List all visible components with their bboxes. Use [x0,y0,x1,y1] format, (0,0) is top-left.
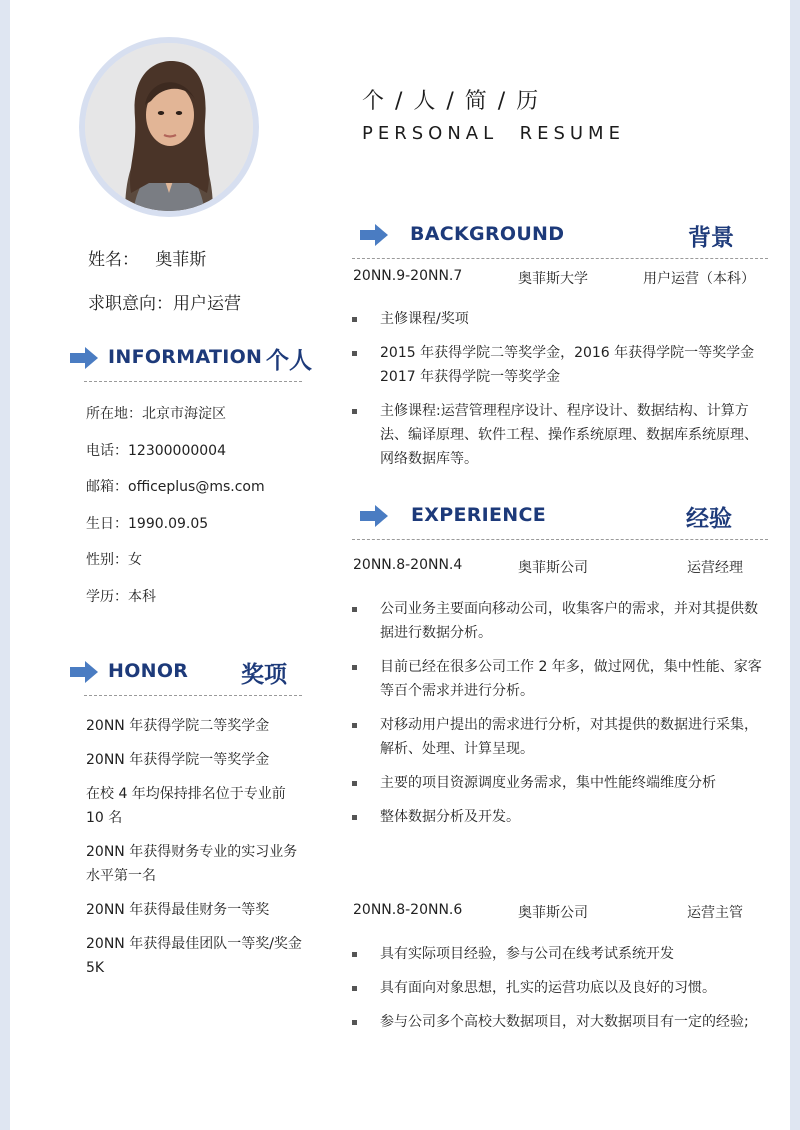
honor-list [86,714,306,990]
experience-company: 奥菲斯公司 [518,560,588,576]
list-item: 2015 年获得学院二等奖学金，2016 年获得学院一等奖学金 2017 年获得学院一等奖学金 [352,341,762,389]
resume-title-en: PERSONAL RESUME [362,123,625,144]
honor-item: 20NN 年获得最佳财务一等奖 [86,902,270,918]
experience-entry-row [353,902,773,922]
info-email: 邮箱：officeplus@ms.com [86,479,265,495]
education-entry-row [353,268,773,288]
section-background-heading [360,219,770,253]
experience-role: 运营经理 [687,560,743,576]
info-gender: 性别：女 [86,552,142,568]
honor-item: 20NN 年获得学院二等奖学金 [86,718,270,734]
experience-role: 运营主管 [687,905,743,921]
list-item: 主修课程/奖项 [352,307,762,331]
personal-info-list [86,405,316,624]
section-background-cn: 背景 [688,225,734,251]
section-experience-en: EXPERIENCE [411,504,547,526]
section-information-cn: 个人 [266,348,312,374]
experience-entry-row [353,557,773,577]
experience-bullets [352,597,762,839]
list-item: 对移动用户提出的需求进行分析，对其提供的数据进行采集，解析、处理、计算呈现。 [352,713,762,761]
list-item: 主要的项目资源调度业务需求，集中性能终端维度分析 [352,771,762,795]
experience-bullets [352,942,762,1044]
name-line: 姓名： 奥菲斯 [88,250,207,270]
honor-item: 20NN 年获得学院一等奖学金 [86,752,270,768]
page-edge-right [790,0,800,1130]
education-major: 用户运营（本科） [643,271,755,287]
info-education: 学历：本科 [86,588,156,605]
section-honor-cn: 奖项 [241,662,287,688]
section-experience-heading [360,500,770,534]
section-information-en: INFORMATION [108,346,263,368]
info-location: 所在地：北京市海淀区 [86,406,226,422]
arrow-right-icon [360,505,388,527]
resume-title-cn: 个 / 人 / 简 / 历 [362,89,541,114]
education-bullets [352,307,762,481]
section-divider [84,695,302,696]
experience-period: 20NN.8-20NN.4 [353,557,463,573]
page-edge-left [0,0,10,1130]
arrow-right-icon [360,224,388,246]
list-item: 目前已经在很多公司工作 2 年多，做过网优，集中性能、家客等百个需求并进行分析。 [352,655,762,703]
section-experience-cn: 经验 [686,506,732,532]
section-background-en: BACKGROUND [410,223,565,245]
experience-company: 奥菲斯公司 [518,905,588,921]
portrait-illustration [85,43,253,211]
section-divider [84,381,302,382]
section-honor-heading [70,656,310,690]
experience-period: 20NN.8-20NN.6 [353,902,463,918]
honor-item: 在校 4 年均保持排名位于专业前 10 名 [86,786,286,826]
info-birthday: 生日：1990.09.05 [86,515,209,532]
education-school: 奥菲斯大学 [518,271,588,287]
list-item: 公司业务主要面向移动公司，收集客户的需求，并对其提供数据进行数据分析。 [352,597,762,645]
job-intention-line: 求职意向：用户运营 [88,294,241,314]
profile-photo-image [85,43,253,211]
honor-item: 20NN 年获得最佳团队一等奖/奖金 5K [86,936,302,976]
arrow-right-icon [70,661,98,683]
list-item: 主修课程:运营管理程序设计、程序设计、数据结构、计算方法、编译原理、软件工程、操作系统原理、数据库系统原理、网络数据库等。 [352,399,762,471]
list-item: 具有面向对象思想，扎实的运营功底以及良好的习惯。 [352,976,762,1000]
profile-photo [79,37,259,217]
section-divider [352,258,768,259]
honor-item: 20NN 年获得财务专业的实习业务水平第一名 [86,844,298,884]
section-information-heading [70,342,310,376]
list-item: 参与公司多个高校大数据项目，对大数据项目有一定的经验; [352,1010,762,1034]
arrow-right-icon [70,347,98,369]
info-phone: 电话：12300000004 [86,442,226,459]
section-divider [352,539,768,540]
section-honor-en: HONOR [108,660,189,682]
list-item: 具有实际项目经验，参与公司在线考试系统开发 [352,942,762,966]
list-item: 整体数据分析及开发。 [352,805,762,829]
education-period: 20NN.9-20NN.7 [353,268,463,284]
